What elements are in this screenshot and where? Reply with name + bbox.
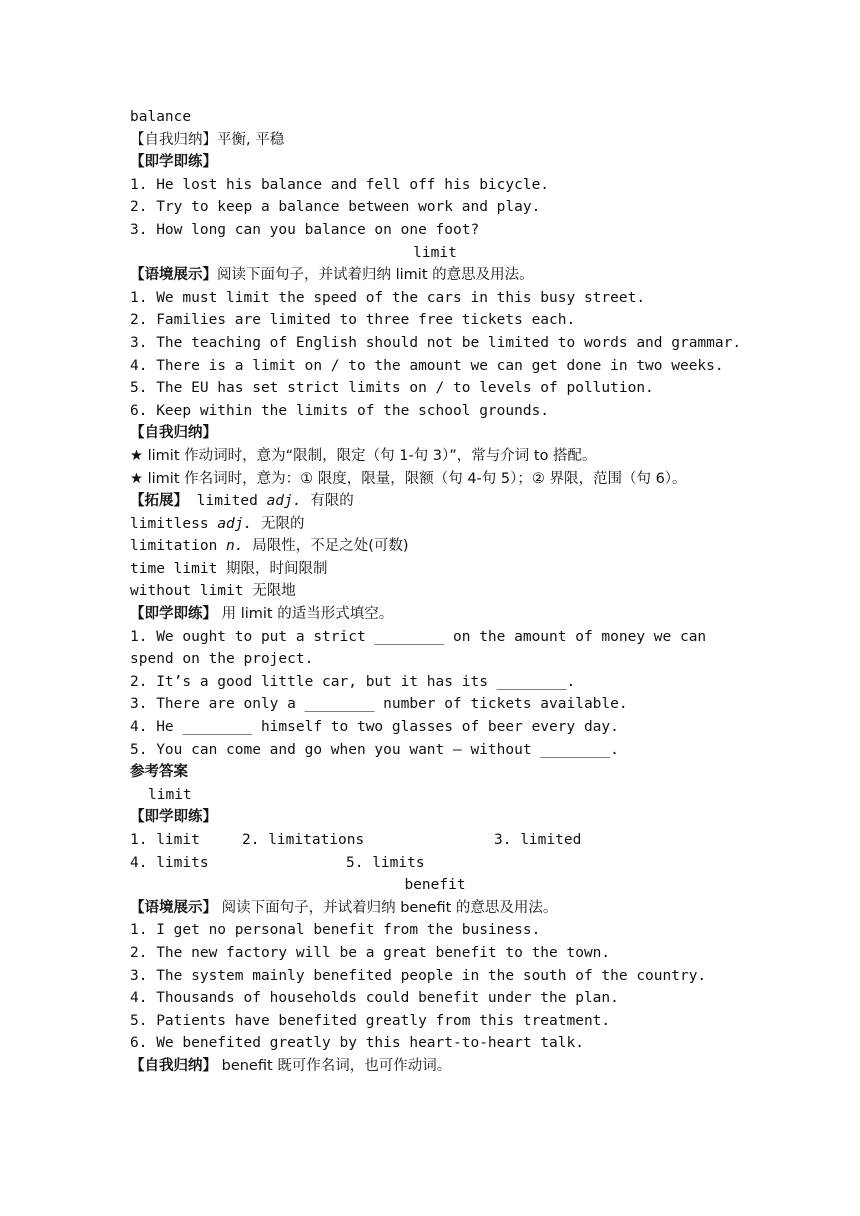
benefit-sentence: 5. Patients have benefited greatly from this treatment. (130, 1012, 611, 1029)
balance-practice-heading: 【即学即练】 (130, 154, 217, 171)
benefit-context-line (130, 897, 740, 920)
answer-item: 4. limits (130, 854, 209, 871)
answers-row (130, 829, 740, 852)
answer-item: 3. limited (494, 832, 582, 848)
extension-word: limitation (130, 538, 218, 555)
benefit-sentence: 1. I get no personal benefit from the business. (130, 922, 541, 939)
limit-exercise: 1. We ought to put a strict ________ on the amount of money we can spend on the project. (130, 628, 707, 668)
practice-instruction: 用 limit 的适当形式填空。 (221, 606, 394, 623)
benefit-sentence: 3. The system mainly benefited people in the south of the country. (130, 967, 707, 984)
answers-row (130, 852, 740, 875)
answer-item: 2. limitations (242, 832, 365, 848)
answers-heading: 参考答案 (130, 764, 188, 781)
limit-exercise: 2. It’s a good little car, but it has its ________. (130, 673, 576, 690)
answer-item: 1. limit (130, 832, 200, 848)
limit-summary-noun: ★ limit 作名词时，意为：① 限度，限量，限额（句 4-句 5）；② 界限，范围（句 6）。 (130, 470, 687, 487)
context-text: 阅读下面句子，并试着归纳 limit 的意思及用法。 (217, 267, 534, 284)
word-heading-limit: limit (413, 244, 457, 261)
practice-label: 【即学即练】 (130, 606, 217, 623)
extension-pos: adj. (266, 493, 302, 510)
limit-exercise: 3. There are only a ________ number of tickets available. (130, 696, 628, 713)
extension-meaning: 无限地 (252, 583, 296, 600)
extension-pos: adj. (217, 515, 253, 532)
extension-item (130, 535, 740, 558)
limit-summary-verb: ★ limit 作动词时，意为“限制，限定（句 1-句 3）”，常与介词 to 搭配。 (130, 447, 597, 464)
extension-meaning: 局限性，不足之处(可数) (252, 538, 409, 555)
extension-meaning: 有限的 (310, 493, 354, 510)
document-page (130, 106, 740, 1078)
extension-pos: n. (226, 538, 244, 555)
context-text: 阅读下面句子，并试着归纳 benefit 的意思及用法。 (221, 899, 558, 916)
summary-heading: 【自我归纳】 (130, 1057, 217, 1074)
extension-word: time limit (130, 560, 218, 577)
limit-summary-heading: 【自我归纳】 (130, 425, 217, 442)
extension-label: 【拓展】 (130, 493, 188, 510)
balance-sentence: 2. Try to keep a balance between work and play. (130, 199, 541, 216)
limit-sentence: 1. We must limit the speed of the cars in this busy street. (130, 289, 646, 306)
limit-exercise: 5. You can come and go when you want — without ________. (130, 741, 619, 758)
limit-sentence: 3. The teaching of English should not be limited to words and grammar. (130, 334, 742, 351)
limit-practice-line (130, 603, 740, 626)
balance-sentence: 3. How long can you balance on one foot? (130, 221, 480, 238)
extension-meaning: 期限，时间限制 (226, 560, 328, 577)
extension-item (130, 513, 740, 536)
answers-practice-heading: 【即学即练】 (130, 809, 217, 826)
word-heading-benefit: benefit (404, 877, 466, 894)
extension-item (130, 558, 740, 581)
context-label: 【语境展示】 (130, 267, 217, 284)
limit-sentence: 6. Keep within the limits of the school grounds. (130, 402, 550, 419)
balance-sentence: 1. He lost his balance and fell off his bicycle. (130, 176, 550, 193)
benefit-sentence: 2. The new factory will be a great benefit to the town. (130, 944, 611, 961)
answers-word: limit (148, 786, 192, 803)
word-heading-balance: balance (130, 109, 192, 125)
extension-word: limited (196, 493, 258, 510)
limit-context-line (130, 264, 740, 287)
benefit-summary-line (130, 1055, 740, 1078)
extension-word: without limit (130, 583, 244, 600)
extension-item (130, 580, 740, 603)
limit-exercise: 4. He ________ himself to two glasses of beer every day. (130, 719, 619, 736)
summary-text: benefit 既可作名词，也可作动词。 (221, 1057, 452, 1074)
balance-self-summary (130, 129, 740, 152)
answer-item: 5. limits (346, 854, 425, 871)
benefit-sentence: 6. We benefited greatly by this heart-to-heart talk. (130, 1035, 584, 1052)
self-summary-text: 【自我归纳】平衡, 平稳 (130, 131, 285, 148)
limit-sentence: 5. The EU has set strict limits on / to levels of pollution. (130, 380, 654, 397)
extension-meaning: 无限的 (260, 515, 305, 532)
benefit-sentence: 4. Thousands of households could benefit under the plan. (130, 990, 619, 1007)
limit-sentence: 2. Families are limited to three free tickets each. (130, 312, 576, 329)
extension-item (130, 490, 740, 513)
limit-sentence: 4. There is a limit on / to the amount we can get done in two weeks. (130, 357, 724, 374)
extension-word: limitless (130, 515, 209, 532)
context-label: 【语境展示】 (130, 899, 217, 916)
